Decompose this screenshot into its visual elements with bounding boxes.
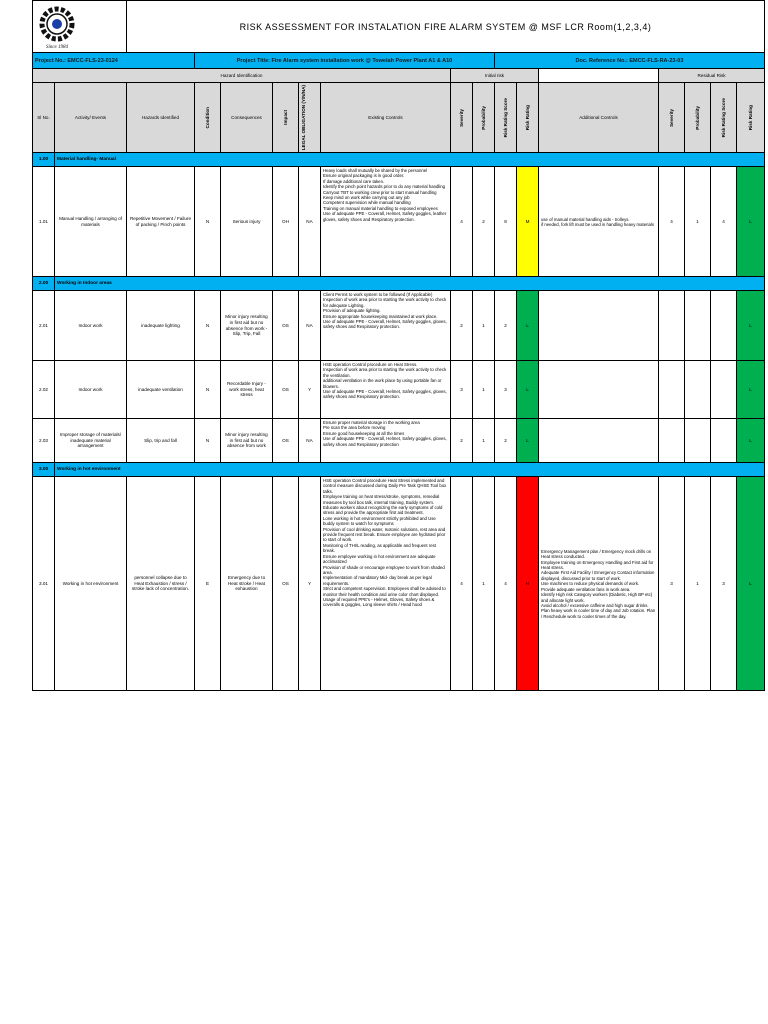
- group-hazard-identification: Hazard Identification: [33, 69, 451, 83]
- row-legal: Y: [299, 477, 321, 691]
- row-activity: Improper storage of materials/ inadequate material arrangement: [55, 419, 127, 463]
- col-probability: Probability: [481, 105, 486, 130]
- row-res-rating: L: [737, 419, 765, 463]
- row-legal: NA: [299, 291, 321, 361]
- row-sno: 2.01: [33, 291, 55, 361]
- row-probability: 1: [473, 361, 495, 419]
- row-activity: Working in hot environment: [55, 477, 127, 691]
- section-row: [33, 463, 765, 477]
- row-score: 4: [495, 477, 517, 691]
- row-severity: 2: [451, 419, 473, 463]
- group-initial-risk: Initial risk: [451, 69, 539, 83]
- table-row: [33, 477, 765, 691]
- row-res-probability: 1: [685, 167, 711, 277]
- row-condition: N: [195, 419, 221, 463]
- col-legal: LEGAL OBLIGATION (Y/N/NA): [301, 84, 306, 151]
- row-res-score: [711, 361, 737, 419]
- row-res-severity: 3: [659, 477, 685, 691]
- row-impact: OS: [273, 477, 299, 691]
- col-existing-controls: Existing Controls: [321, 83, 451, 153]
- row-activity: Indoor work: [55, 291, 127, 361]
- row-consequences: Minor injury resulting in first aid but no absence from work: [221, 419, 273, 463]
- project-number: Project No.: EMCC-FLS-23-0124: [33, 53, 195, 69]
- row-consequences: Minor injury resulting in first aid but no absence from work - Slip, Trip, Fall: [221, 291, 273, 361]
- row-existing-controls: Client Permit to work system to be followed (If Applicable) Inspection of work area prior to starting the work activity to check for adequate Lighting. Provision of adequate lighting. Ensure appropriate housekeeping maintained at work place. Use of adequate PPE - Coverall, Helmet, Safety goggles, gloves, safety shoes and Respiratory protection.: [321, 291, 451, 361]
- row-res-probability: 1: [685, 477, 711, 691]
- row-additional-controls: Emergency Management plan / Emergency mock drills on Heat stress conducted. Employee training on Emergency Handling and First aid for Heat stress. Adequate First Aid Facility / Emergency Contact information displayed, discussed prior to start of work. Use machines to reduce physical demands of work. Provide adequate ventilation fans in work area. Identify High risk Category workers (Diabetic, High BP etc) and allocate light work. Avoid alcohol / excessive caffeine and high sugar drinks. Plan heavy work in cooler time of day and Job rotation. Plan / Reschedule work to cooler times of the day.: [539, 477, 659, 691]
- row-res-severity: 4: [659, 167, 685, 277]
- row-rating: L: [517, 419, 539, 463]
- row-hazards: Slip, trip and fall: [127, 419, 195, 463]
- col-condition: Condition: [205, 106, 210, 129]
- row-res-severity: [659, 291, 685, 361]
- row-score: 3: [495, 361, 517, 419]
- row-score: 8: [495, 167, 517, 277]
- row-rating: M: [517, 167, 539, 277]
- row-res-rating: L: [737, 477, 765, 691]
- section-title: Working in hot environment: [55, 463, 765, 477]
- row-condition: N: [195, 361, 221, 419]
- row-res-rating: L: [737, 361, 765, 419]
- row-condition: N: [195, 167, 221, 277]
- row-severity: 4: [451, 477, 473, 691]
- col-risk-rating: Risk Rating: [525, 104, 530, 131]
- row-sno: 1.01: [33, 167, 55, 277]
- row-additional-controls: [539, 419, 659, 463]
- row-rating: H: [517, 477, 539, 691]
- row-impact: OH: [273, 167, 299, 277]
- project-title: Project Title: Fire Alarm system installation work @ Towelah Power Plant A1 & A10: [195, 53, 495, 69]
- row-res-severity: [659, 361, 685, 419]
- row-hazards: personnel collapse due to Heat Exhaustion / stress / stroke lack of concentration.: [127, 477, 195, 691]
- row-rating: L: [517, 361, 539, 419]
- row-severity: 3: [451, 361, 473, 419]
- row-res-probability: [685, 291, 711, 361]
- section-row: [33, 153, 765, 167]
- row-severity: 4: [451, 167, 473, 277]
- row-consequences: Serious injury: [221, 167, 273, 277]
- row-res-score: [711, 291, 737, 361]
- row-impact: OS: [273, 361, 299, 419]
- doc-reference: Doc. Reference No.: EMCC-FLS-RA-23-03: [495, 53, 765, 69]
- row-res-score: 4: [711, 167, 737, 277]
- row-probability: 1: [473, 419, 495, 463]
- table-row: [33, 291, 765, 361]
- row-activity: Indoor work: [55, 361, 127, 419]
- col-sno: Sl No.: [33, 83, 55, 153]
- section-row: [33, 277, 765, 291]
- row-legal: NA: [299, 167, 321, 277]
- col-severity: Severity: [459, 108, 464, 127]
- col-res-severity: Severity: [669, 108, 674, 127]
- logo-cell: [33, 1, 127, 53]
- table-row: [33, 419, 765, 463]
- row-legal: NA: [299, 419, 321, 463]
- row-impact: OS: [273, 291, 299, 361]
- row-impact: OS: [273, 419, 299, 463]
- col-hazards: Hazards Identified: [127, 83, 195, 153]
- row-severity: 2: [451, 291, 473, 361]
- row-consequences: Recordable Injury - work stress, heat stress: [221, 361, 273, 419]
- column-header-row: [33, 83, 765, 153]
- row-hazards: inadequate lighting: [127, 291, 195, 361]
- row-res-rating: L: [737, 167, 765, 277]
- section-id: 3.00: [33, 463, 55, 477]
- row-condition: E: [195, 477, 221, 691]
- row-additional-controls: [539, 291, 659, 361]
- company-logo: [37, 4, 77, 50]
- table-row: [33, 167, 765, 277]
- col-additional-controls: Additional Controls: [539, 83, 659, 153]
- row-condition: N: [195, 291, 221, 361]
- row-sno: 2.03: [33, 419, 55, 463]
- col-res-probability: Probability: [695, 105, 700, 130]
- document-title: RISK ASSESSMENT FOR INSTALATION FIRE ALARM SYSTEM @ MSF LCR Room(1,2,3,4): [127, 1, 765, 53]
- table-row: [33, 361, 765, 419]
- col-consequences: Consequences: [221, 83, 273, 153]
- col-impact: Impact: [283, 110, 288, 125]
- row-additional-controls: use of manual material handling aids - trolleys. if needed, fork lift must be used in handling heavy materials: [539, 167, 659, 277]
- row-existing-controls: HSE operation Control procedure on Heat Stress. Inspection of work area prior to starting the work activity to check the ventilation. additional ventilation in the work place by using portable fan or blowers. Use of adequate PPE - Coverall, Helmet, Safety goggles, gloves, safety shoes and Respiratory protection.: [321, 361, 451, 419]
- col-risk-score: Risk Rating Score: [503, 97, 508, 138]
- section-id: 1.00: [33, 153, 55, 167]
- row-hazards: Repetitive Movement / Failure of packing / Pinch points: [127, 167, 195, 277]
- row-probability: 1: [473, 291, 495, 361]
- section-title: Material handling- Manual: [55, 153, 765, 167]
- row-probability: 1: [473, 477, 495, 691]
- row-consequences: Emergency due to Heat stroke / Heat exhaustion: [221, 477, 273, 691]
- risk-assessment-sheet: [32, 0, 764, 704]
- row-score: 2: [495, 291, 517, 361]
- row-res-severity: [659, 419, 685, 463]
- row-existing-controls: Heavy loads shall mutually be shared by the personnel Ensure original packaging is in good order. If damage additional care taken. Identify the pinch point hazards prior to do any material handling Carryout TBT to working crew prior to start manual handling Keep mind on work while carrying out any job Competent supervision while manual handling Training on manual material handling to exposed employees Use of adequate PPE - Coverall, Helmet, Safety goggles, leather gloves, safety shoes and Respiratory protection.: [321, 167, 451, 277]
- row-res-score: 3: [711, 477, 737, 691]
- row-probability: 2: [473, 167, 495, 277]
- row-score: 2: [495, 419, 517, 463]
- row-sno: 3.01: [33, 477, 55, 691]
- row-existing-controls: HSE operation Control procedure Heat Stress implemented and control measure discussed during Daily Pre Task QHSE Tool box talks. Employee training on heat stress/stroke, symptoms, remedial measures by tool box talk, internal training, Buddy system. Educate workers about recognizing the early symptoms of cold stress and provide the appropriate first aid treatment. Lone working in hot environment strictly prohibited and Use buddy system to watch for symptoms Provision of cool drinking water, Isotonic solutions, rest area and provide frequent rest break. Ensure employee are hydrated prior to start of work. Monitoring of THI/L reading, as applicable and frequent rest break. Ensure employee working in hot environment are adequate acclimatized Provision of shade or encourage employee to work from shaded area. Implementation of mandatory Mid- day break as per legal requirements. Strict and competent supervision. Employees shall be advised to monitor their health condition and urine color chart displayed. Usage of required PPE's - Helmet, Gloves, Safety shoes & coveralls & goggles, Long sleeve shirts / Head hood: [321, 477, 451, 691]
- row-additional-controls: [539, 361, 659, 419]
- section-title: Working in Indoor areas: [55, 277, 765, 291]
- row-res-probability: [685, 361, 711, 419]
- row-hazards: inadequate ventilation: [127, 361, 195, 419]
- risk-table: [32, 0, 765, 691]
- logo-text: Since 1984: [45, 44, 69, 50]
- section-id: 2.00: [33, 277, 55, 291]
- row-activity: Manual Handling / arranging of materials: [55, 167, 127, 277]
- col-activity: Activity/ Events: [55, 83, 127, 153]
- row-rating: L: [517, 291, 539, 361]
- row-res-score: [711, 419, 737, 463]
- col-res-score: Risk Rating Score: [721, 97, 726, 138]
- group-spacer: [539, 69, 659, 83]
- group-residual-risk: Residual Risk: [659, 69, 765, 83]
- row-sno: 2.02: [33, 361, 55, 419]
- col-res-rating: Risk Rating: [748, 104, 753, 131]
- row-res-rating: L: [737, 291, 765, 361]
- row-existing-controls: Ensure proper material storage in the working area Pre scan the area before moving Ensure good housekeeping at all the times Use of adequate PPE - Coverall, Helmet, Safety goggles, gloves, safety shoes and Respiratory protection: [321, 419, 451, 463]
- row-legal: Y: [299, 361, 321, 419]
- row-res-probability: [685, 419, 711, 463]
